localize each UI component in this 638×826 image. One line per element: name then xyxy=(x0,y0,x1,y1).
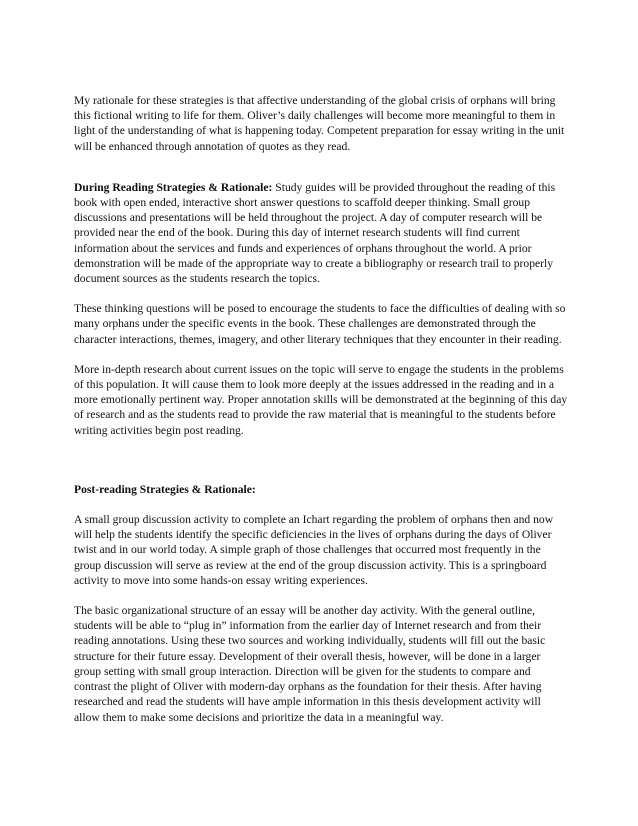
spacer xyxy=(74,588,568,603)
document-page xyxy=(74,93,568,725)
during-reading-text: Study guides will be provided throughout the reading of this book with open ended, interactive short answer questions to scaffold deeper thinking. Small group discussions and presentations will be held throughout the project. A day of computer research will be provided near the end of the book. During this day of internet research students will find current information about the services and funds and experiences of orphans throughout the world. A prior demonstration will be made of the appropriate way to create a bibliography or research trail to properly document sources as the students research the topics. xyxy=(74,180,556,286)
spacer xyxy=(74,438,568,482)
structure-paragraph: The basic organizational structure of an essay will be another day activity. With the general outline, students will be able to “plug in” information from the earlier day of Internet research and from their reading annotations. Using these two sources and working individually, students will fill out the basic structure for their future essay. Development of their overall thesis, however, will be done in a larger group setting with small group interaction. Direction will be given for the students to compare and contrast the plight of Oliver with modern-day orphans as the foundation for their thesis. After having researched and read the students will have ample information in this thesis development activity will allow them to make some decisions and prioritize the data in a meaningful way. xyxy=(74,604,546,724)
discussion-paragraph: A small group discussion activity to complete an Ichart regarding the problem of orphans then and now will help the students identify the specific deficiencies in the lives of orphans during the days of Oliver twist and in our world today. A simple graph of those challenges that occurred most frequently in the group discussion will serve as review at the end of the group discussion activity. This is a springboard activity to move into some hands-on essay writing experiences. xyxy=(74,513,554,587)
during-reading-heading: During Reading Strategies & Rationale: xyxy=(74,180,273,194)
thinking-questions-paragraph: These thinking questions will be posed to encourage the students to face the difficulties of dealing with so many orphans under the specific events in the book. These challenges are demonstrated through the character interactions, themes, imagery, and other literary techniques that they encounter in their reading. xyxy=(74,302,566,346)
research-paragraph: More in-depth research about current issues on the topic will serve to engage the students in the problems of this population. It will cause them to look more deeply at the issues addressed in the reading and in a more emotionally pertinent way. Proper annotation skills will be demonstrated at the beginning of this day of research and as the students read to provide the raw material that is meaningful to the students before writing activities begin post reading. xyxy=(74,362,568,437)
during-reading-paragraph xyxy=(74,180,568,286)
spacer xyxy=(74,154,568,180)
spacer xyxy=(74,286,568,301)
spacer xyxy=(74,347,568,362)
post-reading-heading: Post-reading Strategies & Rationale: xyxy=(74,482,256,496)
intro-paragraph: My rationale for these strategies is that affective understanding of the global crisis of orphans will bring this fictional writing to life for them. Oliver’s daily challenges will become more meaningful to them in light of the understanding of what is happening today. Competent preparation for essay writing in the unit will be enhanced through annotation of quotes as they read. xyxy=(74,94,565,153)
spacer xyxy=(74,497,568,512)
